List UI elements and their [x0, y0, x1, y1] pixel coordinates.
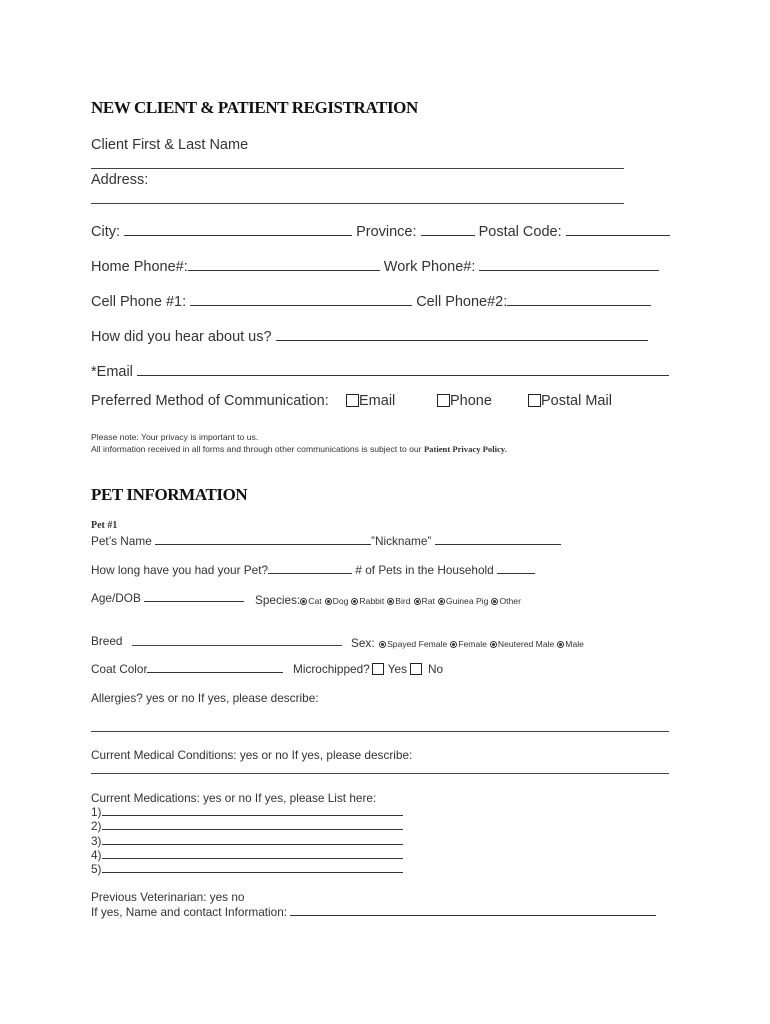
pref-email-option[interactable]	[346, 393, 395, 409]
species-other[interactable]	[491, 596, 521, 606]
nickname-field[interactable]	[435, 535, 561, 545]
sex-spayed-female-label: Spayed Female	[387, 639, 448, 649]
sex-neutered-male[interactable]	[490, 639, 554, 649]
sex-female-label: Female	[458, 639, 487, 649]
pet-section-title: PET INFORMATION	[91, 485, 248, 504]
postal-code-label: Postal Code:	[478, 224, 562, 240]
species-bird[interactable]	[387, 596, 410, 606]
privacy-policy-link[interactable]: Patient Privacy Policy.	[423, 444, 507, 454]
species-guinea-pig-label: Guinea Pig	[445, 596, 489, 606]
home-phone-field[interactable]	[188, 259, 380, 271]
sex-spayed-female[interactable]	[379, 639, 447, 649]
province-label: Province:	[356, 224, 417, 240]
sex-label: Sex:	[351, 636, 375, 650]
ownership-duration-field[interactable]	[268, 564, 352, 574]
pref-mail-checkbox[interactable]	[528, 394, 541, 407]
sex-male-label: Male	[565, 639, 584, 649]
age-dob-label: Age/DOB	[91, 591, 141, 605]
medication-number: 1)	[91, 805, 102, 819]
pref-mail-option[interactable]	[528, 393, 612, 409]
email-field[interactable]	[137, 364, 669, 376]
medication-item-5	[91, 862, 403, 876]
cell-row	[91, 294, 651, 310]
species-guinea-pig[interactable]	[438, 596, 489, 606]
coat-row	[91, 662, 283, 676]
work-phone-field[interactable]	[479, 259, 659, 271]
medication-item-3	[91, 834, 403, 848]
microchip-label: Microchipped?	[293, 662, 370, 676]
species-rat[interactable]	[414, 596, 435, 606]
microchip-no-label: No	[427, 662, 444, 676]
allergies-line[interactable]	[91, 731, 669, 732]
communication-pref-row	[91, 393, 329, 409]
sex-male-radio[interactable]	[557, 641, 564, 648]
cell-phone-2-field[interactable]	[507, 294, 651, 306]
pet-name-label: Pet’s Name	[91, 534, 152, 548]
pet-name-row	[91, 534, 561, 548]
pref-phone-option[interactable]	[437, 393, 492, 409]
allergies-label: Allergies? yes or no If yes, please describe:	[91, 691, 319, 705]
client-name-line[interactable]	[91, 168, 624, 169]
microchip-yes-checkbox[interactable]	[372, 663, 384, 675]
client-name-label: Client First & Last Name	[91, 137, 249, 153]
sex-spayed-female-radio[interactable]	[379, 641, 386, 648]
sex-female-radio[interactable]	[450, 641, 457, 648]
privacy-note-text: All information received in all forms and through other communications is subject to our	[91, 444, 422, 454]
species-cat-label: Cat	[308, 596, 322, 606]
species-cat-radio[interactable]	[300, 598, 307, 605]
medication-field[interactable]	[102, 806, 403, 816]
species-dog[interactable]	[325, 596, 349, 606]
medication-field[interactable]	[102, 863, 403, 873]
pref-email-label: Email	[359, 393, 396, 409]
address-label: Address:	[91, 172, 149, 188]
cell-phone-1-field[interactable]	[190, 294, 412, 306]
species-rabbit-label: Rabbit	[359, 596, 385, 606]
work-phone-label: Work Phone#:	[383, 259, 476, 275]
province-field[interactable]	[421, 224, 475, 236]
medication-field[interactable]	[102, 835, 403, 845]
pet-heading: Pet #1	[91, 520, 118, 531]
home-phone-label: Home Phone#:	[91, 259, 188, 275]
conditions-label: Current Medical Conditions: yes or no If yes, please describe:	[91, 748, 413, 762]
ownership-row	[91, 563, 535, 577]
pet-count-label: # of Pets in the Household	[355, 563, 494, 577]
medication-number: 2)	[91, 819, 102, 833]
medication-item-1	[91, 805, 403, 819]
coat-color-label: Coat Color	[91, 662, 148, 676]
sex-neutered-male-label: Neutered Male	[497, 639, 555, 649]
pref-phone-checkbox[interactable]	[437, 394, 450, 407]
species-rabbit-radio[interactable]	[351, 598, 358, 605]
prev-vet-contact-label: If yes, Name and contact Information:	[91, 905, 288, 919]
city-label: City:	[91, 224, 120, 240]
pref-phone-label: Phone	[450, 393, 492, 409]
species-label: Species:	[255, 593, 301, 607]
postal-code-field[interactable]	[566, 224, 670, 236]
sex-male[interactable]	[557, 639, 584, 649]
communication-pref-label: Preferred Method of Communication:	[91, 393, 329, 409]
sex-options	[379, 639, 587, 649]
species-bird-radio[interactable]	[387, 598, 394, 605]
cell-phone-2-label: Cell Phone#2:	[416, 294, 508, 310]
species-dog-radio[interactable]	[325, 598, 332, 605]
conditions-line[interactable]	[91, 773, 669, 774]
species-cat[interactable]	[300, 596, 321, 606]
medication-field[interactable]	[102, 820, 403, 830]
age-dob-field[interactable]	[144, 592, 244, 602]
prev-vet-label: Previous Veterinarian: yes no	[91, 890, 245, 904]
referral-label: How did you hear about us?	[91, 329, 272, 345]
pref-email-checkbox[interactable]	[346, 394, 359, 407]
breed-label: Breed	[91, 634, 123, 648]
referral-row	[91, 329, 648, 345]
city-field[interactable]	[124, 224, 352, 236]
breed-field[interactable]	[132, 645, 342, 646]
species-group	[255, 591, 524, 609]
species-rat-radio[interactable]	[414, 598, 421, 605]
city-row	[91, 224, 670, 240]
medication-number: 4)	[91, 848, 102, 862]
prev-vet-contact-field[interactable]	[290, 906, 656, 916]
privacy-note-line2	[91, 444, 507, 454]
phone-row	[91, 259, 659, 275]
breed-row	[91, 634, 122, 648]
sex-neutered-male-radio[interactable]	[490, 641, 497, 648]
species-rat-label: Rat	[421, 596, 435, 606]
privacy-note-line1: Please note: Your privacy is important to us.	[91, 432, 259, 442]
microchip-row	[293, 662, 443, 676]
species-dog-label: Dog	[332, 596, 349, 606]
cell-phone-1-label: Cell Phone #1:	[91, 294, 187, 310]
email-row	[91, 364, 669, 380]
medications-label: Current Medications: yes or no If yes, please List here:	[91, 791, 377, 805]
pet-count-field[interactable]	[497, 564, 535, 574]
species-other-label: Other	[499, 596, 521, 606]
medication-number: 5)	[91, 862, 102, 876]
species-other-radio[interactable]	[491, 598, 498, 605]
age-dob-row	[91, 591, 244, 605]
prev-vet-contact-row	[91, 905, 656, 919]
species-guinea-pig-radio[interactable]	[438, 598, 445, 605]
species-rabbit[interactable]	[351, 596, 384, 606]
pet-name-field[interactable]	[155, 535, 371, 545]
email-label: *Email	[91, 364, 133, 380]
sex-female[interactable]	[450, 639, 487, 649]
referral-field[interactable]	[276, 329, 648, 341]
client-section-title: NEW CLIENT & PATIENT REGISTRATION	[91, 98, 418, 117]
sex-group	[351, 634, 587, 652]
coat-color-field[interactable]	[147, 663, 283, 673]
address-line[interactable]	[91, 203, 624, 204]
ownership-duration-label: How long have you had your Pet?	[91, 563, 269, 577]
species-bird-label: Bird	[395, 596, 411, 606]
medication-field[interactable]	[102, 849, 403, 859]
species-options	[300, 596, 524, 606]
microchip-yes-label: Yes	[387, 662, 407, 676]
nickname-label: ”Nickname”	[371, 534, 432, 548]
medication-number: 3)	[91, 834, 102, 848]
pref-mail-label: Postal Mail	[541, 393, 612, 409]
microchip-no-checkbox[interactable]	[410, 663, 422, 675]
medication-item-2	[91, 819, 403, 833]
medication-item-4	[91, 848, 403, 862]
